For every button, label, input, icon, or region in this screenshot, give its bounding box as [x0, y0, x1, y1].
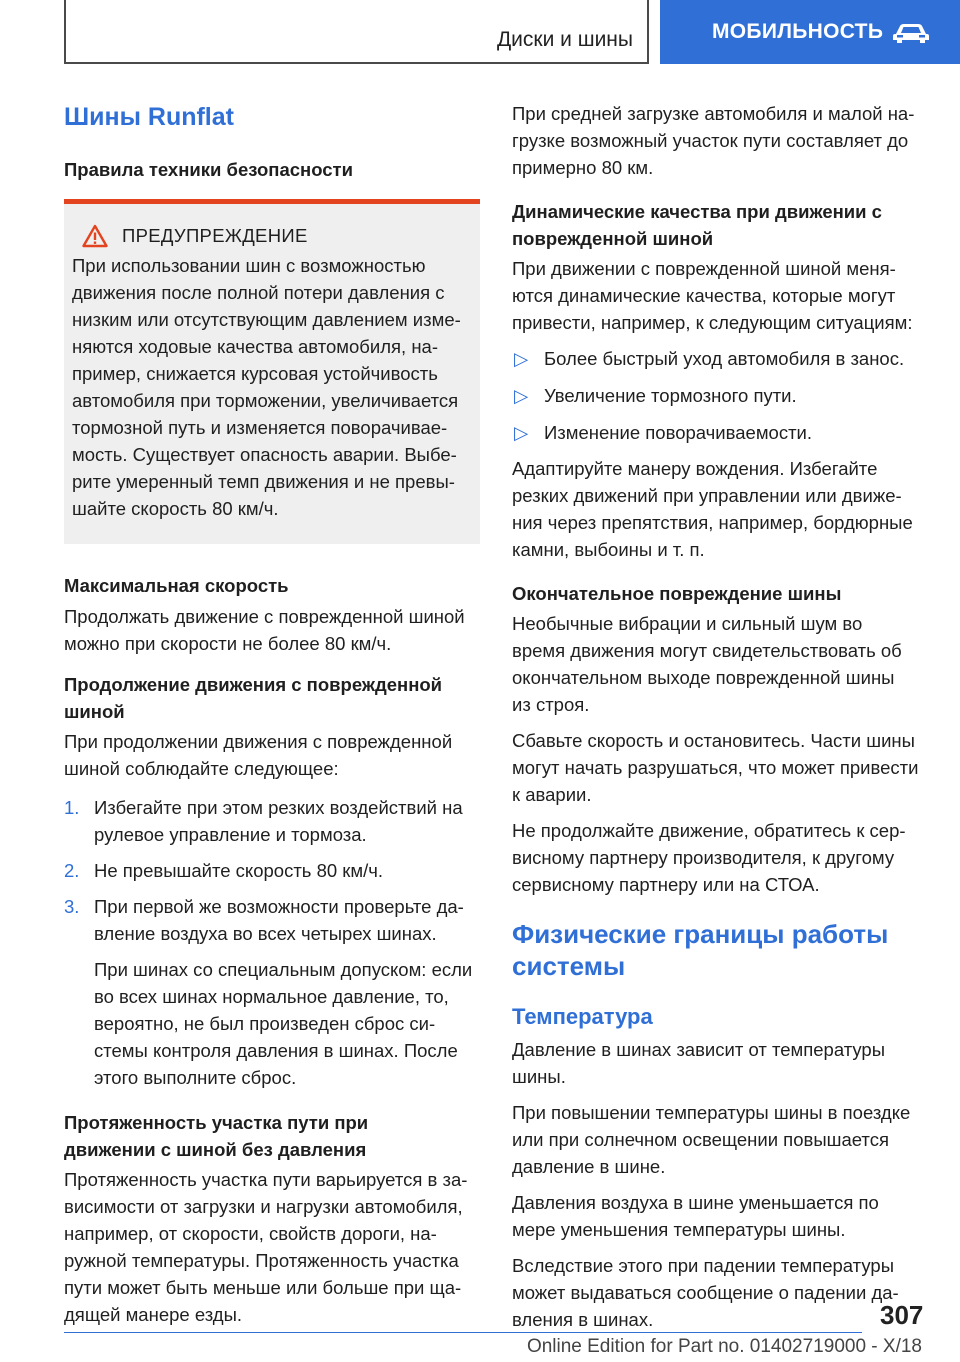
distance-heading	[64, 1109, 480, 1163]
heading-line: движении с шиной без давления	[64, 1139, 367, 1160]
text-line: к аварии.	[512, 784, 592, 805]
step-number: 2.	[64, 860, 80, 881]
right-column	[512, 100, 928, 1333]
text-line: вероятно, не был произведен сброс си-	[94, 1013, 436, 1034]
text-line: Сбавьте скорость и остановитесь. Части шины	[512, 730, 915, 751]
heading-line: поврежденной шиной	[512, 228, 714, 249]
triangle-bullet-icon: ▷	[514, 348, 529, 369]
runflat-title: Шины Runflat	[64, 103, 234, 131]
list-item	[512, 382, 928, 409]
page-number: 307	[880, 1300, 924, 1330]
safety-heading: Правила техники безопасности	[64, 159, 353, 180]
text-line: могут начать разрушаться, что может привести	[512, 757, 919, 778]
header-section-box	[64, 0, 649, 64]
max-speed-heading: Максимальная скорость	[64, 575, 289, 596]
chapter-tab[interactable]	[660, 0, 960, 64]
heading-line: Протяженность участка пути при	[64, 1112, 369, 1133]
warning-line: шайте скорость 80 км/ч.	[72, 498, 279, 519]
step-number: 1.	[64, 797, 80, 818]
text-line: например, от скорости, свойств дороги, на-	[64, 1223, 437, 1244]
warning-line: няются ходовые качества автомобиля, на-	[72, 336, 438, 357]
footer-divider	[64, 1332, 862, 1333]
dynamics-text	[512, 255, 928, 336]
chapter-title: МОБИЛЬНОСТЬ	[712, 20, 884, 43]
text-line: Избегайте при этом резких воздействий на	[94, 797, 463, 818]
continue-heading	[64, 671, 480, 725]
text-line: Изменение поворачиваемости.	[544, 422, 813, 443]
heading-line: системы	[512, 951, 626, 981]
list-item	[64, 794, 480, 848]
continue-text	[64, 728, 480, 782]
text-line: Увеличение тормозного пути.	[544, 385, 797, 406]
text-line: При первой же возможности проверьте да-	[94, 896, 464, 917]
warning-box	[64, 199, 480, 544]
text-line: резких движений при управлении или движе-	[512, 485, 902, 506]
text-line: При шинах со специальным допуском: если	[94, 959, 473, 980]
text-line: Не превышайте скорость 80 км/ч.	[94, 860, 384, 881]
warning-line: низким или отсутствующим давлением изме-	[72, 309, 461, 330]
text-line: камни, выбоины и т. п.	[512, 539, 705, 560]
step-number: 3.	[64, 896, 80, 917]
text-line: пути может быть меньше или больше при ща-	[64, 1277, 462, 1298]
text-line: может выдаваться сообщение о падении да-	[512, 1282, 899, 1303]
heading-line: Физические границы работы	[512, 919, 889, 949]
warning-line: пример, снижается курсовая устойчивость	[72, 363, 438, 384]
temperature-heading: Температура	[512, 1004, 653, 1029]
warning-line: автомобиля при торможении, увеличивается	[72, 390, 459, 411]
section-title: Диски и шины	[496, 28, 633, 51]
text-line: Давления воздуха в шине уменьшается по	[512, 1192, 879, 1213]
text-line: шины.	[512, 1066, 566, 1087]
text-line: во всех шинах нормальное давление, то,	[94, 986, 449, 1007]
left-column	[64, 100, 480, 1328]
slow-down-text	[512, 727, 928, 808]
heading-line: Продолжение движения с поврежденной	[64, 674, 443, 695]
warning-line: движения после полной потери давления с	[72, 282, 445, 303]
warning-title-row	[72, 222, 472, 249]
list-item	[64, 893, 480, 1091]
warning-line: рите умеренный темп движения и не превы-	[72, 471, 455, 492]
warning-icon	[82, 224, 108, 248]
text-line: Протяженность участка пути варьируется в за-	[64, 1169, 468, 1190]
max-speed-text	[64, 603, 480, 657]
list-item	[64, 857, 480, 884]
car-icon	[892, 22, 930, 44]
temperature-p3	[512, 1189, 928, 1243]
text-line: шиной соблюдайте следующее:	[64, 758, 339, 779]
dynamics-heading	[512, 198, 928, 252]
triangle-bullet-icon: ▷	[514, 422, 529, 443]
warning-title: ПРЕДУПРЕЖДЕНИЕ	[122, 225, 308, 246]
text-line: Давление в шинах зависит от температуры	[512, 1039, 886, 1060]
edition-info: Online Edition for Part no. 01402719000 - X/18	[526, 1336, 922, 1357]
limits-heading	[512, 918, 928, 982]
heading-line: шиной	[64, 701, 125, 722]
triangle-bullet-icon: ▷	[514, 385, 529, 406]
warning-line: тормозной путь и изменяется поворачивае-	[72, 417, 448, 438]
distance-text	[64, 1166, 480, 1328]
text-line: Более быстрый уход автомобиля в занос.	[544, 348, 905, 369]
text-line: мере уменьшения температуры шины.	[512, 1219, 846, 1240]
list-item	[512, 419, 928, 446]
text-line: Продолжать движение с поврежденной шиной	[64, 606, 465, 627]
adapt-text	[512, 455, 928, 563]
final-damage-text	[512, 610, 928, 718]
warning-line: При использовании шин с возможностью	[72, 255, 426, 276]
text-line: ются динамические качества, которые могут	[512, 285, 896, 306]
text-line: Вследствие этого при падении температуры	[512, 1255, 894, 1276]
list-item	[512, 345, 928, 372]
text-line: стемы контроля давления в шинах. После	[94, 1040, 458, 1061]
text-line: При движении с поврежденной шиной меня-	[512, 258, 896, 279]
text-line: этого выполните сброс.	[94, 1067, 297, 1088]
text-line: привести, например, к следующим ситуациям:	[512, 312, 913, 333]
text-line: дящей манере езды.	[64, 1304, 243, 1325]
text-line: грузке возможный участок пути составляет до	[512, 130, 909, 151]
text-line: рулевое управление и тормоза.	[94, 824, 367, 845]
text-line: примерно 80 км.	[512, 157, 654, 178]
text-line: Необычные вибрации и сильный шум во	[512, 613, 863, 634]
text-line: Адаптируйте манеру вождения. Избегайте	[512, 458, 878, 479]
heading-line: Динамические качества при движении с	[512, 201, 882, 222]
text-line: можно при скорости не более 80 км/ч.	[64, 633, 392, 654]
steps-list	[64, 794, 480, 1091]
text-line: При повышении температуры шины в поездке	[512, 1102, 911, 1123]
text-line: ружной температуры. Протяженность участка	[64, 1250, 459, 1271]
text-line: давление в шине.	[512, 1156, 666, 1177]
temperature-p4	[512, 1252, 928, 1333]
text-line: висному партнеру производителя, к другому	[512, 847, 895, 868]
text-line: из строя.	[512, 694, 590, 715]
text-line: При средней загрузке автомобиля и малой на-	[512, 103, 915, 124]
text-line: При продолжении движения с поврежденной	[64, 731, 453, 752]
service-text	[512, 817, 928, 898]
text-line: висимости от загрузки и нагрузки автомобиля,	[64, 1196, 463, 1217]
effects-list	[512, 345, 928, 446]
warning-text	[72, 252, 472, 522]
warning-line: мость. Существует опасность аварии. Выбе-	[72, 444, 457, 465]
text-line: вления в шинах.	[512, 1309, 654, 1330]
text-line: время движения могут свидетельствовать об	[512, 640, 902, 661]
text-line: Не продолжайте движение, обратитесь к сер-	[512, 820, 906, 841]
final-damage-heading: Окончательное повреждение шины	[512, 583, 842, 604]
intro-text	[512, 100, 928, 181]
text-line: ния через препятствия, например, бордюрные	[512, 512, 913, 533]
text-line: сервисному партнеру или на СТОА.	[512, 874, 820, 895]
text-line: или при солнечном освещении повышается	[512, 1129, 889, 1150]
temperature-p2	[512, 1099, 928, 1180]
text-line: окончательном выходе поврежденной шины	[512, 667, 895, 688]
temperature-p1	[512, 1036, 928, 1090]
text-line: вление воздуха во всех четырех шинах.	[94, 923, 437, 944]
